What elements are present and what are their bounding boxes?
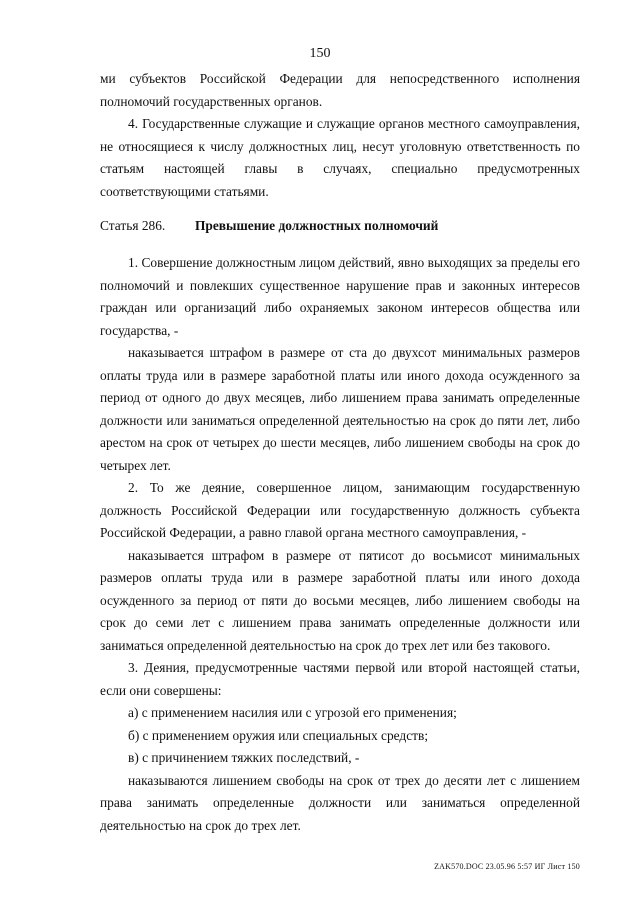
paragraph-4: 4. Государственные служащие и служащие органов местного самоуправления, не относящиеся к числу должностных лиц, несут уголовную ответственность по статьям настоящей главы в случаях, специально предусмотренных соответствующими статьями.: [100, 116, 580, 199]
paragraph-continuation: ми субъектов Российской Федерации для непосредственного исполнения полномочий государственных органов.: [100, 71, 580, 109]
paragraph-penalty-1: наказывается штрафом в размере от ста до двухсот минимальных размеров оплаты труда или в размере заработной платы или иного дохода осужденного за период от одного до двух месяцев, либо лишением права занимать определенные должности или заниматься определенной деятельностью на срок до пяти лет, либо арестом на срок от четырех до шести месяцев, либо лишением свободы на срок до четырех лет.: [100, 345, 580, 473]
article-title: Превышение должностных полномочий: [195, 218, 439, 233]
paragraph-penalty-3: наказываются лишением свободы на срок от трех до десяти лет с лишением права занимать определенные должности или заниматься определенной деятельностью на срок до трех лет.: [100, 772, 580, 833]
paragraph-part-2: 2. То же деяние, совершенное лицом, занимающим государственную должность Российской Федерации или государственную должность субъекта Российской Федерации, а равно главой органа местного самоуправления, -: [100, 480, 580, 540]
paragraph-part-3: 3. Деяния, предусмотренные частями первой или второй настоящей статьи, если они совершены:: [100, 660, 580, 698]
article-number: Статья 286.: [100, 218, 166, 233]
page-number: 150: [309, 46, 331, 61]
paragraph-item-b: б) с применением оружия или специальных средств;: [128, 727, 429, 743]
paragraph-item-v: в) с причинением тяжких последствий, -: [128, 750, 360, 765]
document-footer: ZAK570.DOC 23.05.96 5:57 ИГ Лист 150: [434, 862, 580, 871]
article-body: [100, 252, 580, 837]
paragraph-penalty-2: наказывается штрафом в размере от пятисот до восьмисот минимальных размеров оплаты труда или в размере заработной платы или иного дохода осужденного за период от пяти до восьми месяцев, либо лишением свободы на срок до семи лет с лишением права занимать определенные должности или заниматься определенной деятельностью на срок до трех лет или без такового.: [100, 547, 580, 653]
top-text-block: [100, 68, 580, 203]
paragraph-item-a: а) с применением насилия или с угрозой его применения;: [128, 705, 457, 720]
article-heading: [100, 218, 438, 234]
paragraph-part-1: 1. Совершение должностным лицом действий, явно выходящих за пределы его полномочий и повлекших существенное нарушение прав и законных интересов граждан или организаций либо охраняемых законом интересов общества или государства, -: [100, 255, 580, 338]
